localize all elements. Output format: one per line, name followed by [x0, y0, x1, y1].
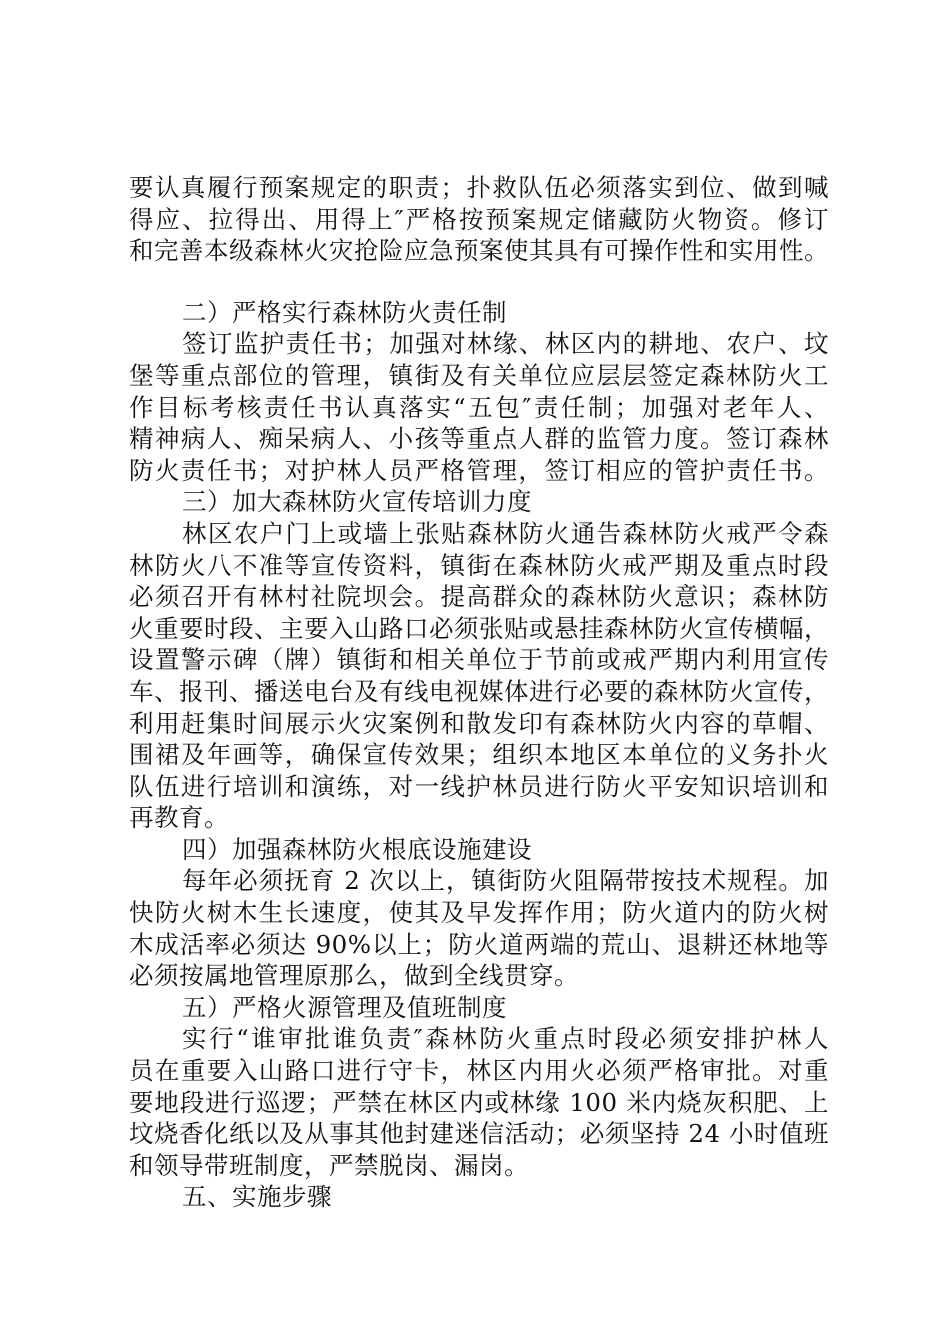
text-line: 林防火八不准等宣传资料，镇街在森林防火戒严期及重点时段: [129, 550, 829, 580]
text-line: 得应、拉得出、用得上″严格按预案规定储藏防火物资。修订: [129, 204, 829, 234]
section-steps: [129, 1181, 829, 1213]
text-line: 坟烧香化纸以及从事其他封建迷信活动；必须坚持 24 小时值班: [129, 1119, 829, 1149]
text-line: 林区农户门上或墙上张贴森林防火通告森林防火戒严令森: [182, 518, 829, 548]
text-line: 堡等重点部位的管理，镇街及有关单位应层层签定森林防火工: [129, 360, 829, 390]
document-page: [129, 172, 829, 1213]
text-line: 和完善本级森林火灾抢险应急预案使其具有可操作性和实用性。: [129, 236, 829, 266]
text-line: 队伍进行培训和演练，对一线护林员进行防火平安知识培训和: [129, 771, 829, 801]
text-line: 签订监护责任书；加强对林缘、林区内的耕地、农户、坟: [182, 329, 829, 359]
text-line: 实行“谁审批谁负责″森林防火重点时段必须安排护林人: [182, 1024, 829, 1054]
text-line: 防火责任书；对护林人员严格管理，签订相应的管护责任书。: [129, 455, 829, 485]
section-heading: 五）严格火源管理及值班制度: [182, 992, 507, 1022]
text-line: 精神病人、痴呆病人、小孩等重点人群的监管力度。签订森林: [129, 424, 829, 454]
text-line: 要认真履行预案规定的职责；扑救队伍必须落实到位、做到喊: [129, 173, 829, 202]
section-fire-source: [129, 992, 829, 1182]
text-line: 再教育。: [129, 803, 229, 833]
paragraph-gap: [129, 267, 829, 297]
section-heading: 四）加强森林防火根底设施建设: [182, 834, 532, 864]
text-line: 利用赶集时间展示火灾案例和散发印有森林防火内容的草帽、: [129, 708, 829, 738]
text-line: 必须召开有林村社院坝会。提高群众的森林防火意识；森林防: [129, 582, 829, 612]
section-responsibility: [129, 297, 829, 487]
section-publicity: [129, 486, 829, 834]
intro-paragraph: [129, 172, 829, 267]
text-line: 围裙及年画等，确保宣传效果；组织本地区本单位的义务扑火: [129, 740, 829, 770]
text-line: 要地段进行巡逻；严禁在林区内或林缘 100 米内烧灰积肥、上: [129, 1087, 829, 1117]
text-line: 每年必须抚育 2 次以上，镇街防火阻隔带按技术规程。加: [182, 866, 829, 896]
section-heading: 二）严格实行森林防火责任制: [182, 297, 507, 327]
text-line: 火重要时段、主要入山路口必须张贴或悬挂森林防火宣传横幅，: [129, 613, 829, 643]
section-heading: 五、实施步骤: [182, 1182, 332, 1212]
text-line: 设置警示碑（牌）镇街和相关单位于节前或戒严期内利用宣传: [129, 645, 829, 675]
text-line: 和领导带班制度，严禁脱岗、漏岗。: [129, 1150, 529, 1180]
text-line: 员在重要入山路口进行守卡，林区内用火必须严格审批。对重: [129, 1056, 829, 1086]
section-heading: 三）加大森林防火宣传培训力度: [182, 487, 532, 517]
section-infrastructure: [129, 834, 829, 992]
text-line: 快防火树木生长速度，使其及早发挥作用；防火道内的防火树: [129, 898, 829, 928]
text-line: 必须按属地管理原那么，做到全线贯穿。: [129, 961, 579, 991]
text-line: 木成活率必须达 90%以上；防火道两端的荒山、退耕还林地等: [129, 929, 829, 959]
text-line: 作目标考核责任书认真落实“五包″责任制；加强对老年人、: [129, 392, 829, 422]
text-line: 车、报刊、播送电台及有线电视媒体进行必要的森林防火宣传，: [129, 676, 829, 706]
